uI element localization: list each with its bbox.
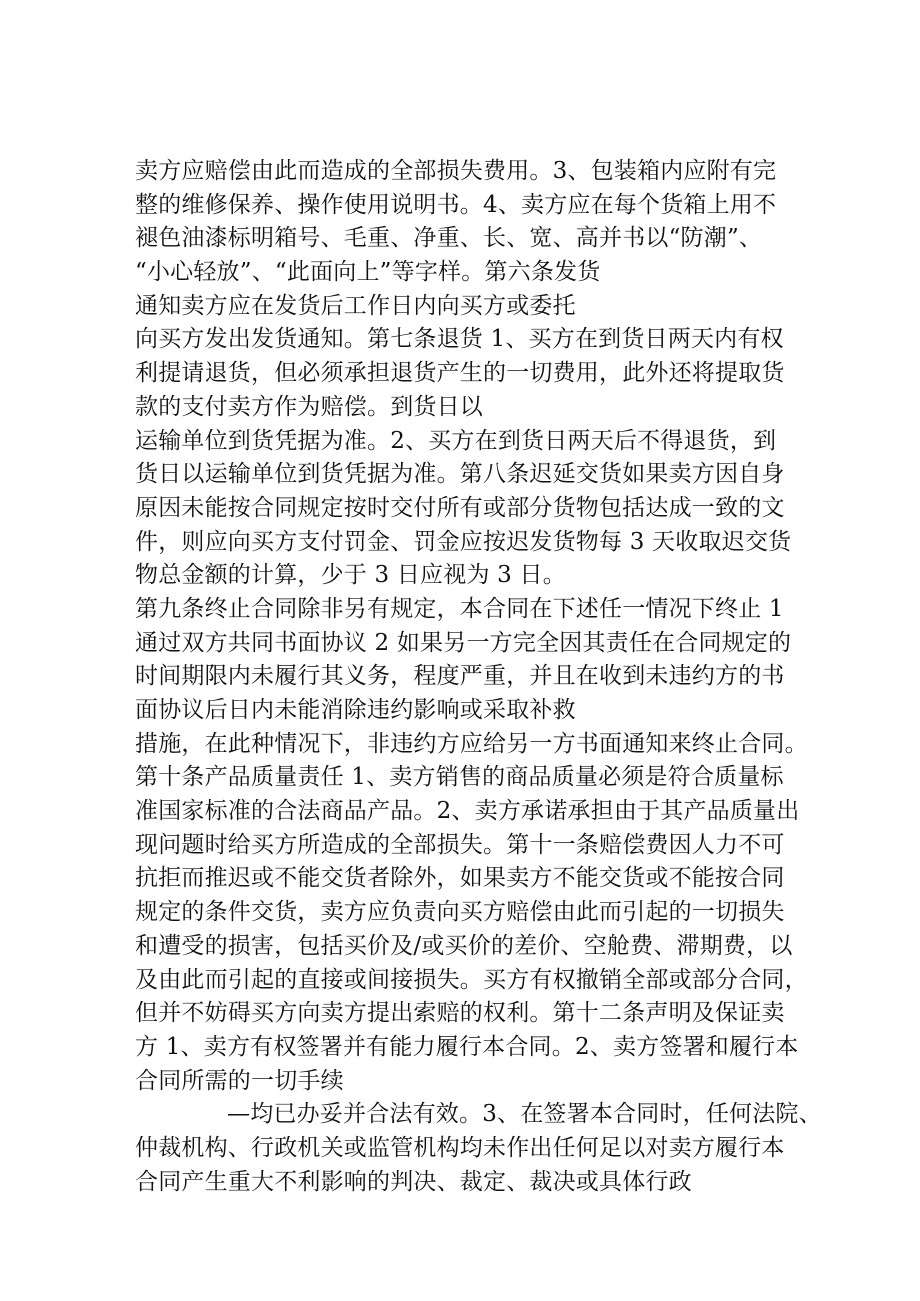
text-line: 方 1、卖方有权签署并有能力履行本合同。2、卖方签署和履行本 (135, 1033, 799, 1060)
text-line: 向买方发出发货通知。第七条退货 1、买方在到货日两天内有权 (135, 326, 784, 353)
text-line: 第十条产品质量责任 1、卖方销售的商品质量必须是符合质量标 (135, 764, 784, 791)
text-line: 货日以运输单位到货凭据为准。第八条迟延交货如果卖方因自身 (135, 461, 785, 488)
text-line: 原因未能按合同规定按时交付所有或部分货物包括达成一致的文 (135, 494, 785, 521)
text-line: 和遭受的损害，包括买价及/或买价的差价、空舱费、滞期费，以 (135, 932, 793, 959)
text-line: 措施，在此种情况下，非违约方应给另一方书面通知来终止合同。 (135, 730, 808, 757)
text-line: 准国家标准的合法商品产品。2、卖方承诺承担由于其产品质量出 (135, 798, 800, 825)
text-line: 整的维修保养、操作使用说明书。4、卖方应在每个货箱上用不 (135, 191, 777, 218)
text-line: 款的支付卖方作为赔偿。到货日以 (135, 393, 483, 420)
text-line: “小心轻放”、“此面向上”等字样。第六条发货 (135, 259, 601, 286)
text-line: 时间期限内未履行其义务，程度严重，并且在收到未违约方的书 (135, 663, 785, 690)
text-line: 但并不妨碍买方向卖方提出索赔的权利。第十二条声明及保证卖 (135, 1000, 785, 1027)
text-line: 规定的条件交货，卖方应负责向买方赔偿由此而引起的一切损失 (135, 899, 785, 926)
text-line: 运输单位到货凭据为准。2、买方在到货日两天后不得退货，到 (135, 427, 777, 454)
text-line: 褪色油漆标明箱号、毛重、净重、长、宽、高并书以“防潮”、 (135, 225, 763, 252)
text-line: 仲裁机构、行政机关或监管机构均未作出任何足以对卖方履行本 (135, 1134, 785, 1161)
text-line: 合同所需的一切手续 (135, 1067, 344, 1094)
contract-text-body (135, 155, 822, 1199)
text-line: 面协议后日内未能消除违约影响或采取补救 (135, 697, 576, 723)
text-line: 及由此而引起的直接或间接损失。买方有权撤销全部或部分合同， (135, 966, 808, 993)
text-line: 现问题时给买方所造成的全部损失。第十一条赔偿费因人力不可 (135, 831, 785, 858)
text-line: 合同产生重大不利影响的判决、裁定、裁决或具体行政 (135, 1168, 692, 1195)
text-line: 卖方应赔偿由此而造成的全部损失费用。3、包装箱内应附有完 (135, 158, 777, 184)
text-line: 件，则应向买方支付罚金、罚金应按迟发货物每 3 天收取迟交货 (135, 528, 792, 555)
text-line: 利提请退货，但必须承担退货产生的一切费用，此外还将提取货 (135, 360, 785, 387)
text-line: 第九条终止合同除非另有规定，本合同在下述任一情况下终止 1 (135, 595, 784, 622)
text-line: 通过双方共同书面协议 2 如果另一方完全因其责任在合同规定的 (135, 629, 792, 656)
text-line: 通知卖方应在发货后工作日内向买方或委托 (135, 292, 576, 319)
text-line: 物总金额的计算，少于 3 日应视为 3 日。 (135, 562, 566, 589)
text-line: 抗拒而推迟或不能交货者除外，如果卖方不能交货或不能按合同 (135, 865, 785, 892)
text-line: —均已办妥并合法有效。3、在签署本合同时，任何法院、 (227, 1101, 822, 1128)
